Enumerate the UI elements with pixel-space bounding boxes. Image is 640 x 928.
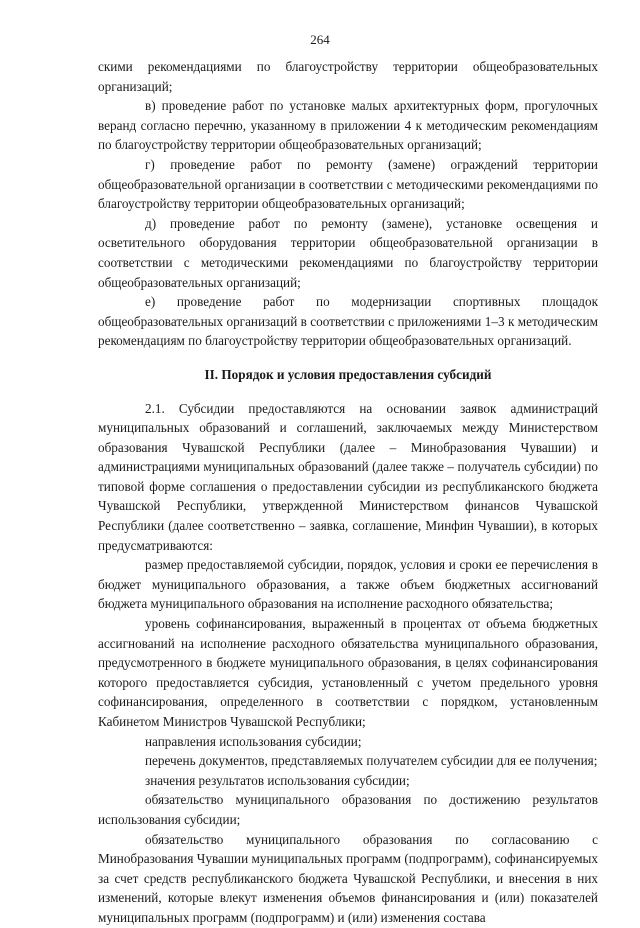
paragraph: д) проведение работ по ремонту (замене), установке освещения и осветительного оборудования территории общеобразовательной организации в соответствии с методическими рекомендациями по благоустройству территории общеобразовательных организаций; (98, 215, 598, 290)
document-body (98, 57, 598, 928)
paragraph: обязательство муниципального образования по достижению результатов использования субсидии; (98, 792, 598, 827)
paragraph: 2.1. Субсидии предоставляются на основании заявок администраций муниципальных образований и соглашений, заключаемых между Министерством образования Чувашской Республики (далее – Минобразования Чувашии) и администрациями муниципальных образований (далее также – получатель субсидии) по типовой форме соглашения о предоставлении субсидии из республиканского бюджета Чувашской Республики, утвержденной Министерством финансов Чувашской Республики (далее соответственно – заявка, соглашение, Минфин Чувашии), в которых предусматриваются: (98, 400, 598, 553)
paragraphs-after-heading (98, 399, 598, 928)
paragraph: направления использования субсидии; (145, 733, 362, 749)
paragraph: значения результатов использования субсидии; (145, 772, 410, 788)
paragraph: г) проведение работ по ремонту (замене) ограждений территории общеобразовательной организации в соответствии с методическими рекомендациями по благоустройству территории общеобразовательных организаций; (98, 156, 598, 212)
paragraph: в) проведение работ по установке малых архитектурных форм, прогулочных веранд согласно перечню, указанному в приложении 4 к методическим рекомендациям по благоустройству территории общеобразовательных организаций; (98, 98, 598, 153)
paragraph: обязательство муниципального образования по согласованию с Минобразования Чувашии муниципальных программ (подпрограмм), софинансируемых за счет средств республиканского бюджета Чувашской Республики, и внесения в них изменений, которые влекут изменения объемов финансирования и (или) показателей муниципальных программ (подпрограмм) и (или) изменения состава (98, 831, 598, 925)
paragraph: размер предоставляемой субсидии, порядок, условия и сроки ее перечисления в бюджет муниципального образования, а также объем бюджетных ассигнований бюджета муниципального образования на исполнение расходного обязательства; (98, 557, 598, 612)
paragraph: скими рекомендациями по благоустройству территории общеобразовательных организаций; (98, 59, 598, 94)
section-heading: II. Порядок и условия предоставления субсидий (204, 366, 492, 382)
paragraphs-before-heading (98, 57, 598, 351)
page-number: 264 (310, 32, 330, 47)
paragraph: перечень документов, представляемых получателем субсидии для ее получения; (145, 753, 598, 769)
paragraph: уровень софинансирования, выраженный в процентах от объема бюджетных ассигнований на исполнение расходного обязательства муниципального образования, предусмотренного в бюджете муниципального образования, в целях софинансирования которого предоставляется субсидия, установленный с учетом предельного уровня софинансирования, определенного в соответствии с порядком, установленным Кабинетом Министров Чувашской Республики; (98, 616, 598, 729)
paragraph: е) проведение работ по модернизации спортивных площадок общеобразовательных организаций в соответствии с приложениями 1–3 к методическим рекомендациям по благоустройству территории общеобразовательных организаций. (98, 294, 598, 349)
